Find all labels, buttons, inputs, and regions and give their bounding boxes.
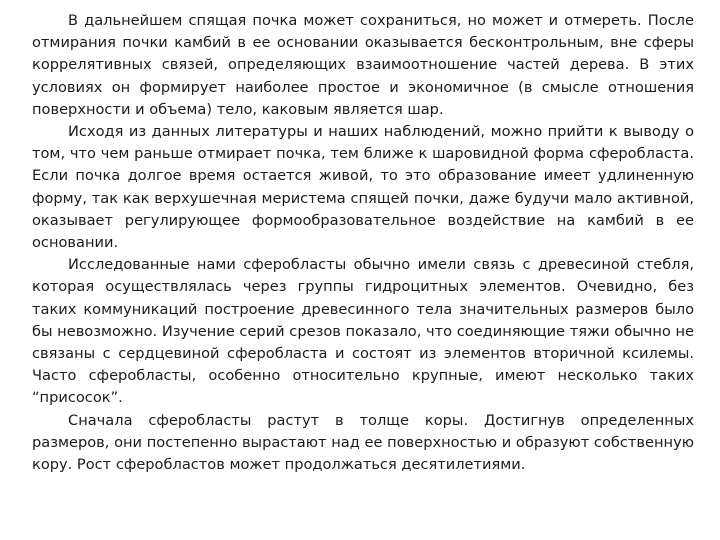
- paragraph-3: Исследованные нами сферобласты обычно имели связь с древесиной стебля, которая осуществлялась через группы гидроцитных элементов. Очевидно, без таких коммуникаций построение древесинного тела значительных размеров было бы невозможно. Изучение серий срезов показало, что соединяющие тяжи обычно не связаны с сердцевиной сферобласта и состоят из элементов вторичной ксилемы. Часто сферобласты, особенно относительно крупные, имеют несколько таких “присосок”.: [32, 256, 694, 407]
- text-body: [32, 10, 694, 476]
- paragraph-4: Сначала сферобласты растут в толще коры. Достигнув определенных размеров, они постепенно вырастают над ее поверхностью и образуют собственную кору. Рост сферобластов может продолжаться десятилетиями.: [32, 411, 694, 474]
- paragraph-1: В дальнейшем спящая почка может сохраниться, но может и отмереть. После отмирания почки камбий в ее основании оказывается бесконтрольным, вне сферы коррелятивных связей, определяющих взаимоотношение частей дерева. В этих условиях он формирует наиболее простое и экономичное (в смысле отношения поверхности и объема) тело, каковым является шар.: [32, 12, 694, 118]
- paragraph-2: Исходя из данных литературы и наших наблюдений, можно прийти к выводу о том, что чем раньше отмирает почка, тем ближе к шаровидной форма сферобласта. Если почка долгое время остается живой, то это образование имеет удлиненную форму, так как верхушечная меристема спящей почки, даже будучи мало активной, оказывает регулирующее формообразовательное воздействие на камбий в ее основании.: [32, 123, 694, 252]
